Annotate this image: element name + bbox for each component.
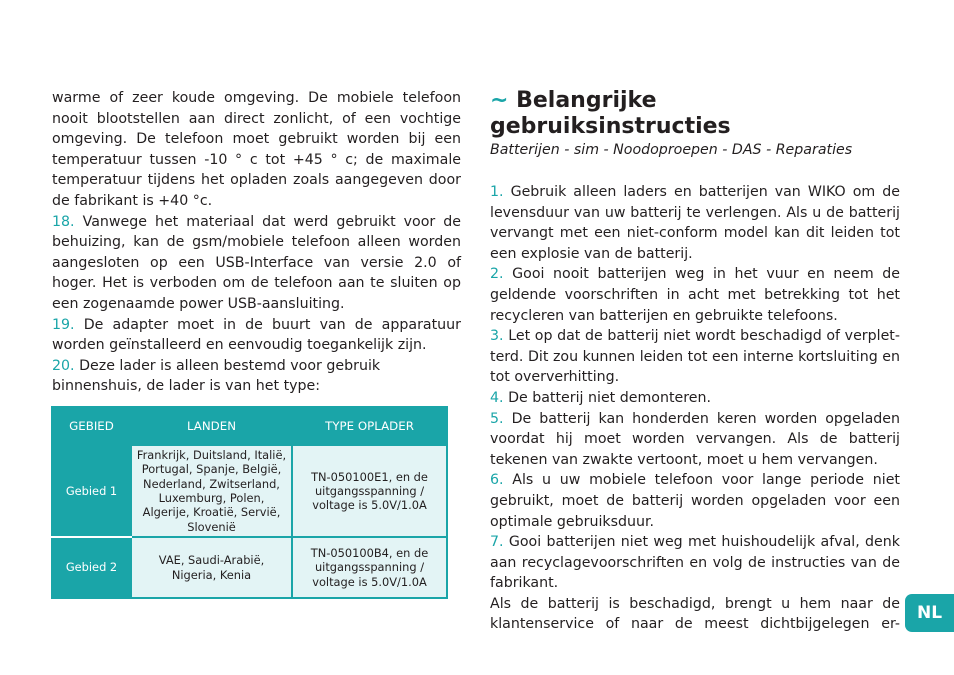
region-cell: Gebied 2 — [52, 537, 131, 598]
table-row — [52, 537, 447, 598]
countries-cell: Frankrijk, Duitsland, Italië, Portugal, Spanje, België, Nederland, Zwitserland, Luxemburg, Polen, Algerije, Kroatië, Servië, Slovenië — [131, 445, 292, 537]
item-text: De batterij kan honderden keren worden opgeladen voordat hij moet worden vervangen. Als de batterij tekenen van zwakte vertoont, moet u hem vervangen. — [490, 410, 900, 468]
heading-text: Belangrijke gebruiksinstructies — [490, 88, 731, 139]
closing-paragraph: Als de batterij is beschadigd, brengt u hem naar de klantenservice of naar de meest dichtbijgelegen er- — [490, 595, 900, 633]
instruction-3 — [490, 326, 900, 388]
item-number: 2. — [490, 266, 504, 283]
item-number: 1. — [490, 184, 504, 200]
instruction-5 — [490, 409, 900, 471]
tilde-mark: ~ — [490, 88, 509, 113]
right-column — [490, 88, 900, 635]
item-text: Gebruik alleen laders en batterijen van WIKO om de levensduur van uw batterij te verlengen. Als u de batterij vervangt met een niet-conform model kan dit leiden tot een explosie van de batterij. — [490, 184, 900, 262]
header-countries: LANDEN — [131, 407, 292, 445]
intro-paragraph: warme of zeer koude omgeving. De mobiele telefoon nooit blootstellen aan direct zonlicht, of een vochtige omgeving. De telefoon moet gebruikt worden bij een temperatuur tussen -10 ° c tot +45 ° c; de maximale temperatuur tijdens het opladen zoals aangegeven door de fabrikant is +40 °c. — [52, 90, 461, 209]
instruction-2 — [490, 264, 900, 326]
item-text: Let op dat de batterij niet wordt beschadigd of verplet-terd. Dit zou kunnen leiden tot een interne kortsluiting en tot oververhitting. — [490, 328, 900, 386]
item-number: 4. — [490, 389, 504, 406]
item-number: 7. — [490, 534, 504, 551]
item-18 — [52, 212, 461, 315]
instruction-6 — [490, 470, 900, 532]
item-text: Gooi batterijen niet weg met huishoudelijk afval, denk aan recyclagevoorschriften en volg de instructies van de fabrikant. — [490, 534, 900, 592]
header-charger-type: TYPE OPLADER — [292, 407, 447, 445]
region-cell: Gebied 1 — [52, 445, 131, 537]
item-text: Als u uw mobiele telefoon voor lange periode niet gebruikt, moet de batterij worden opgeladen voor een optimale gebruiksduur. — [490, 472, 900, 530]
item-number: 6. — [490, 472, 504, 489]
item-number: 20. — [52, 357, 75, 374]
charger-table — [51, 406, 448, 599]
item-number: 3. — [490, 328, 504, 345]
instruction-7 — [490, 532, 900, 594]
section-subtitle: Batterijen - sim - Noodoproepen - DAS - Reparaties — [490, 142, 853, 158]
section-heading — [490, 88, 900, 140]
item-20 — [52, 356, 461, 397]
table-header-row — [52, 407, 447, 445]
charger-cell: TN-050100E1, en de uitgangsspanning / voltage is 5.0V/1.0A — [292, 445, 447, 537]
item-text: Deze lader is alleen bestemd voor gebruik binnenshuis, de lader is van het type: — [52, 357, 381, 395]
item-text: Gooi nooit batterijen weg in het vuur en neem de geldende voorschriften in acht met betrekking tot het recycleren van batterijen en gebruikte telefoons. — [490, 266, 900, 324]
item-text: Vanwege het materiaal dat werd gebruikt voor de behuizing, kan de gsm/mobiele telefoon alleen worden aangesloten op een USB-Interface van versie 2.0 of hoger. Het is verboden om de telefoon aan te sluiten op een zogenaamde power USB-aansluiting. — [52, 213, 461, 312]
left-column — [52, 88, 461, 397]
charger-cell: TN-050100B4, en de uitgangsspanning / voltage is 5.0V/1.0A — [292, 537, 447, 598]
countries-cell: VAE, Saudi-Arabië, Nigeria, Kenia — [131, 537, 292, 598]
item-number: 19. — [52, 316, 75, 333]
header-region: GEBIED — [52, 407, 131, 445]
instruction-1 — [490, 182, 900, 264]
table-row — [52, 445, 447, 537]
item-text: De adapter moet in de buurt van de apparatuur worden geïnstalleerd en eenvoudig toegankelijk zijn. — [52, 316, 461, 354]
item-19 — [52, 315, 461, 356]
item-number: 18. — [52, 213, 75, 230]
item-number: 5. — [490, 410, 504, 427]
instruction-4 — [490, 388, 900, 409]
item-text: De batterij niet demonteren. — [508, 389, 712, 406]
language-badge: NL — [905, 594, 954, 632]
